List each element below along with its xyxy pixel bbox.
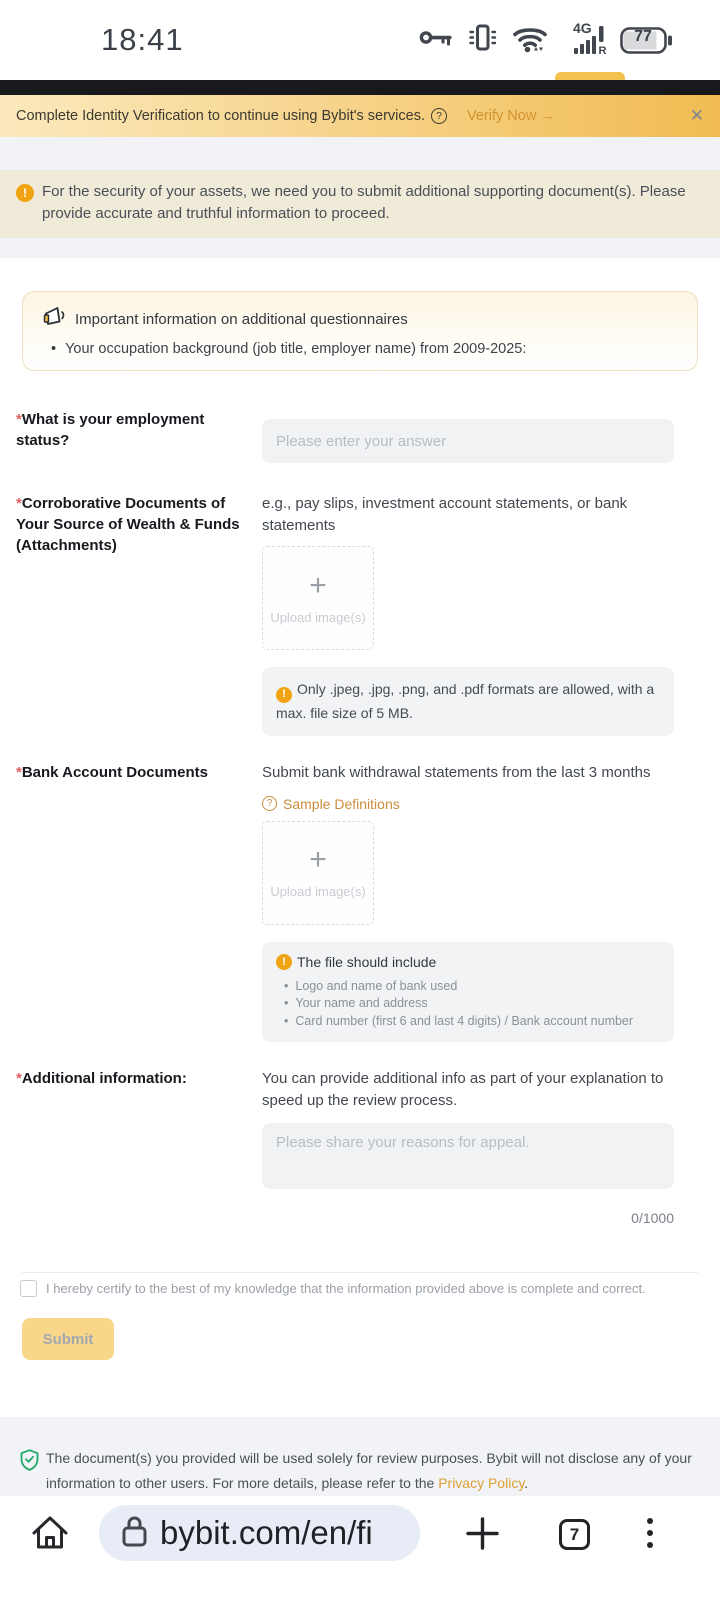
wealth-docs-label: *Corroborative Documents of Your Source of Wealth & Funds (Attachments) [16, 495, 240, 554]
arrow-right-icon: → [540, 108, 555, 124]
battery-percent: 77 [634, 27, 652, 45]
important-info-bullet: • Your occupation background (job title, employer name) from 2009-2025: [43, 341, 677, 357]
help-icon[interactable]: ? [431, 108, 447, 124]
list-item: • Logo and name of bank used [276, 978, 660, 996]
form-row-bank-docs [0, 762, 720, 1043]
bank-docs-upload-button[interactable] [262, 821, 374, 925]
wifi-icon [512, 23, 548, 58]
required-mark: * [16, 411, 22, 428]
bank-docs-description: Submit bank withdrawal statements from the last 3 months [262, 763, 651, 781]
plus-icon: + [309, 843, 327, 876]
form-card [0, 258, 720, 1417]
question-circle-icon: ? [262, 796, 277, 811]
security-notice [0, 170, 720, 238]
important-info-card [22, 291, 698, 371]
new-tab-icon[interactable] [464, 1515, 501, 1557]
file-include-box [262, 942, 674, 1043]
warning-icon: ! [276, 954, 292, 970]
file-include-title: The file should include [297, 953, 437, 970]
format-note-text: ! Only .jpeg, .jpg, .png, and .pdf formats are allowed, with a max. file size of 5 MB. [276, 681, 655, 721]
important-info-title: Important information on additional questionnaires [75, 310, 408, 328]
tab-count: 7 [569, 1524, 580, 1544]
clock: 18:41 [101, 22, 184, 57]
vibrate-icon [466, 24, 499, 56]
bank-docs-label: *Bank Account Documents [16, 763, 208, 781]
privacy-text: The document(s) you provided will be used solely for review purposes. Bybit will not disclose any of your information to other users. For more details, please refer to the Privacy Policy. [46, 1450, 692, 1491]
battery-icon [620, 27, 672, 54]
tab-switcher-button[interactable] [559, 1519, 590, 1550]
employment-input[interactable] [262, 419, 674, 463]
wealth-docs-description: e.g., pay slips, investment account statements, or bank statements [262, 495, 628, 534]
privacy-policy-link[interactable]: Privacy Policy [438, 1475, 525, 1491]
address-bar[interactable] [99, 1505, 420, 1561]
url-text: bybit.com/en/fi [160, 1514, 373, 1551]
browser-menu-icon[interactable] [647, 1518, 653, 1548]
browser-toolbar [0, 1496, 720, 1608]
warning-icon: ! [276, 687, 292, 703]
appeal-placeholder: Please share your reasons for appeal. [276, 1134, 530, 1151]
security-notice-text: For the security of your assets, we need you to submit additional supporting document(s). Please provide accurate and truthful information to proceed. [42, 183, 686, 222]
warning-icon: ! [16, 184, 34, 202]
list-item: • Your name and address [276, 995, 660, 1013]
upload-label: Upload image(s) [270, 884, 366, 899]
megaphone-icon [43, 306, 66, 332]
employment-label: *What is your employment status? [16, 411, 205, 449]
file-include-list [276, 978, 660, 1031]
additional-info-description: You can provide additional info as part of your explanation to speed up the review process. [262, 1070, 664, 1109]
submit-button[interactable]: Submit [22, 1318, 114, 1360]
verify-now-link[interactable]: Verify Now → [466, 108, 555, 124]
signal-4g-icon [561, 20, 607, 60]
certify-label: I hereby certify to the best of my knowledge that the information provided above is complete and correct. [46, 1281, 646, 1296]
network-type-label: 4G [573, 20, 592, 36]
employment-placeholder: Please enter your answer [276, 432, 447, 450]
page-top-bar [0, 80, 720, 95]
kyc-verification-banner [0, 95, 720, 137]
home-icon[interactable] [29, 1512, 71, 1559]
char-counter: 0/1000 [631, 1210, 674, 1226]
certify-row [20, 1280, 700, 1297]
additional-info-label: *Additional information: [16, 1070, 187, 1087]
key-icon [419, 27, 453, 53]
lock-icon [121, 1514, 148, 1553]
appeal-textarea[interactable] [262, 1123, 674, 1189]
certify-checkbox[interactable] [20, 1280, 37, 1297]
form-row-wealth-docs [0, 493, 720, 736]
divider [22, 1272, 698, 1273]
close-icon[interactable]: ✕ [689, 106, 704, 125]
plus-icon: + [309, 568, 327, 602]
page-content [0, 137, 720, 1496]
wealth-docs-upload-button[interactable] [262, 546, 374, 650]
upload-label: Upload image(s) [270, 609, 366, 625]
format-note-box [262, 667, 674, 736]
kyc-banner-message: Complete Identity Verification to continue using Bybit's services. [16, 108, 425, 124]
status-bar [0, 0, 720, 80]
status-icons [419, 20, 672, 60]
sample-definitions-link[interactable]: ? Sample Definitions [262, 796, 674, 812]
form-row-additional-info [0, 1068, 720, 1226]
svg-text:R: R [598, 45, 607, 55]
privacy-footer [0, 1417, 720, 1496]
list-item: • Card number (first 6 and last 4 digits) / Bank account number [276, 1013, 660, 1031]
form-row-employment [0, 409, 720, 463]
shield-check-icon [20, 1449, 39, 1496]
